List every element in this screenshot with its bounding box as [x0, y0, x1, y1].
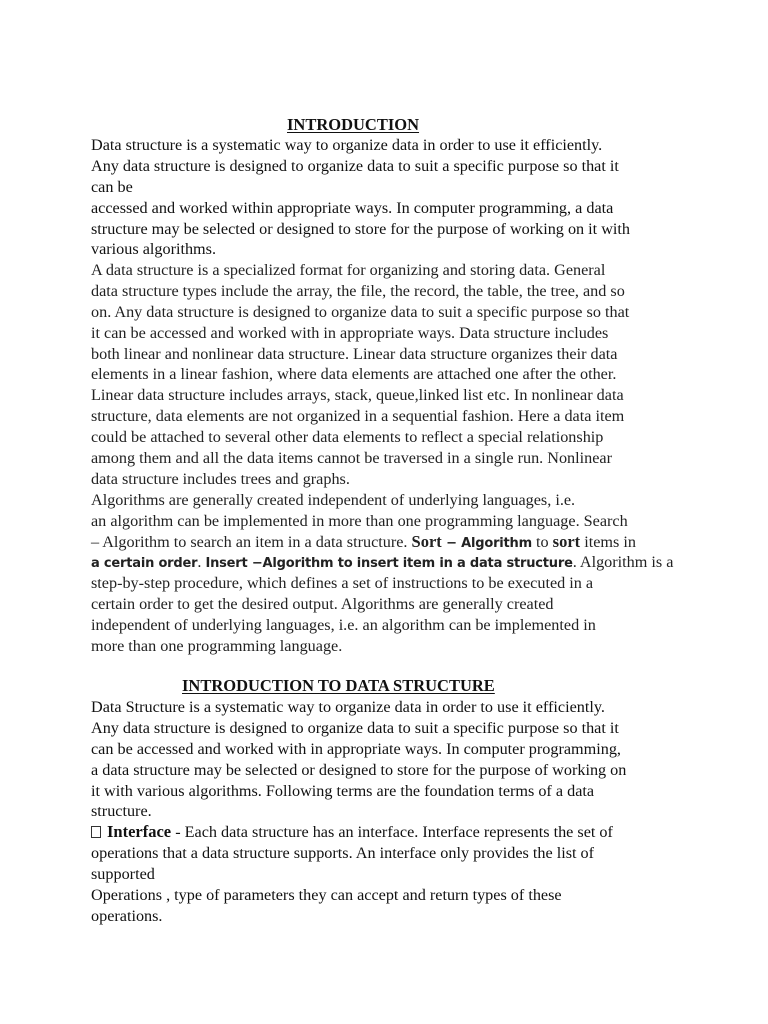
sort-line-post: items in [580, 532, 636, 551]
text-line: on. Any data structure is designed to organize data to suit a specific purpose so that [91, 302, 630, 321]
text-line: A data structure is a specialized format for organizing and storing data. General [91, 261, 606, 279]
heading-introduction-to-data-structure: INTRODUCTION TO DATA STRUCTURE [182, 676, 495, 695]
sort-dash: − [441, 535, 462, 551]
insert-term: Insert −Algorithm to insert item in a data structure [205, 556, 573, 572]
text-line: operations. [91, 906, 163, 925]
text-line: Data structure is a systematic way to organize data in order to use it efficiently. [91, 136, 603, 154]
text-line: step-by-step procedure, which defines a set of instructions to be executed in a [91, 574, 594, 593]
sort-term: Sort [411, 531, 442, 551]
interface-line-post: - Each data structure has an interface. Interface represents the set of [171, 823, 613, 842]
text-line: data structure types include the array, the file, the record, the table, the tree, and so [91, 281, 625, 300]
insert-dot: . [197, 553, 206, 572]
text-line: Any data structure is designed to organize data to suit a specific purpose so that it [91, 156, 619, 175]
text-line: supported [91, 865, 155, 884]
text-line: both linear and nonlinear data structure. Linear data structure organizes their data [91, 344, 618, 363]
algorithm-term: Algorithm [461, 535, 532, 551]
text-line: it can be accessed and worked with in appropriate ways. Data structure includes [91, 323, 609, 342]
text-line: data structure includes trees and graphs. [91, 469, 350, 488]
text-line: structure. [91, 802, 152, 821]
text-line: could be attached to several other data elements to reflect a special relationship [91, 428, 604, 447]
certain-order-term: a certain order [91, 556, 198, 572]
text-line: certain order to get the desired output. Algorithms are generally created [91, 595, 554, 614]
sort-line-pre: – Algorithm to search an item in a data structure. [91, 532, 412, 551]
interface-term: Interface [107, 822, 172, 842]
text-line: various algorithms. [91, 240, 216, 259]
text-line: Operations , type of parameters they can accept and return types of these [91, 886, 562, 905]
paragraph-intro [91, 135, 691, 260]
insert-line-post: . Algorithm is a [572, 553, 674, 572]
text-line: Data Structure is a systematic way to organize data in order to use it efficiently. [91, 698, 605, 716]
text-line: Any data structure is designed to organize data to suit a specific purpose so that it [91, 718, 619, 737]
paragraph-data-structure [91, 260, 691, 657]
text-line: structure, data elements are not organized in a sequential fashion. Here a data item [91, 407, 625, 426]
text-line: independent of underlying languages, i.e. an algorithm can be implemented in [91, 616, 596, 635]
text-line: operations that a data structure supports. An interface only provides the list of [91, 844, 595, 863]
text-line: a data structure may be selected or designed to store for the purpose of working on [91, 760, 627, 779]
text-line: Algorithms are generally created independent of underlying languages, i.e. [91, 490, 576, 509]
to-word: to [531, 532, 553, 551]
insert-line [91, 552, 691, 573]
interface-line [91, 822, 691, 843]
text-line: more than one programming language. [91, 637, 343, 656]
text-line: can be accessed and worked with in appropriate ways. In computer programming, [91, 739, 621, 758]
text-line: elements in a linear fashion, where data elements are attached one after the other. [91, 365, 617, 384]
bullet-box-icon [91, 826, 101, 838]
sort-line [91, 532, 691, 553]
text-line: an algorithm can be implemented in more than one programming language. Search [91, 511, 628, 530]
sort-term-2: sort [552, 531, 581, 551]
paragraph-foundation-terms [91, 697, 691, 927]
text-line: it with various algorithms. Following terms are the foundation terms of a data [91, 781, 595, 800]
text-line: can be [91, 177, 133, 196]
text-line: structure may be selected or designed to store for the purpose of working on it with [91, 219, 630, 238]
text-line: Linear data structure includes arrays, stack, queue,linked list etc. In nonlinear data [91, 386, 624, 405]
text-line: among them and all the data items cannot be traversed in a single run. Nonlinear [91, 449, 612, 468]
heading-introduction: INTRODUCTION [287, 115, 420, 134]
text-line: accessed and worked within appropriate ways. In computer programming, a data [91, 198, 614, 217]
